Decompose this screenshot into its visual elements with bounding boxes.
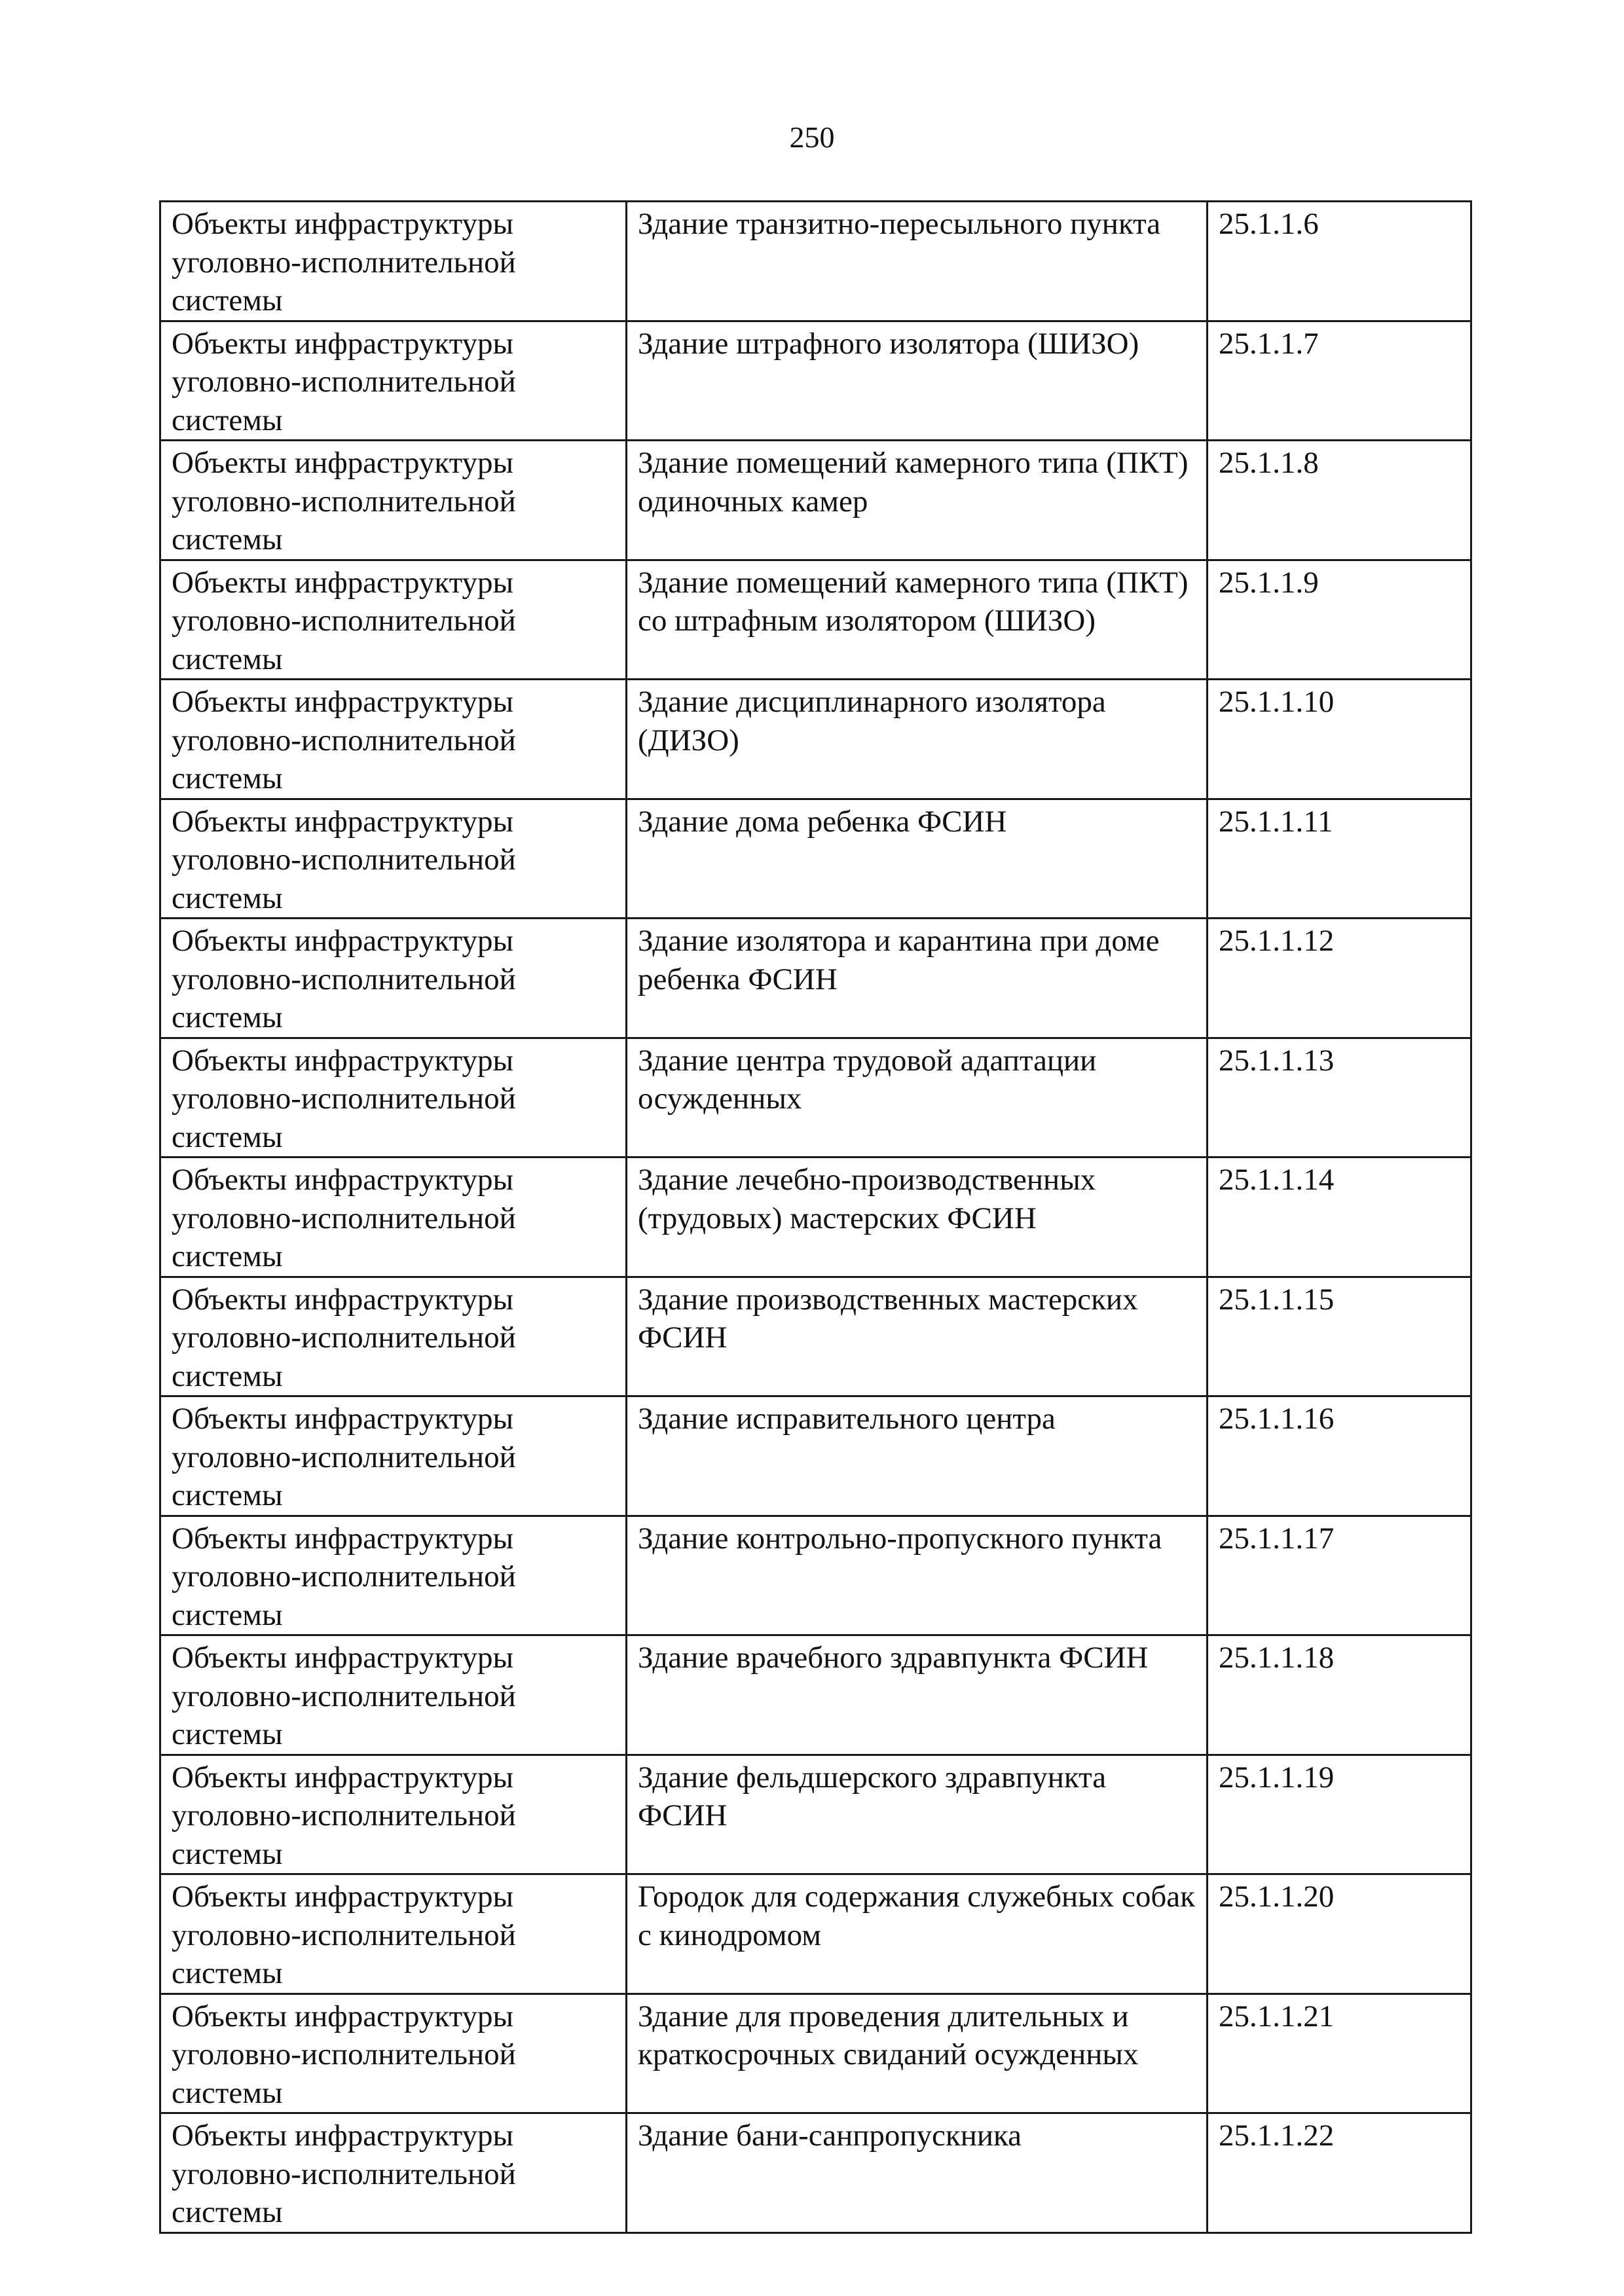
category-cell: Объекты инфраструктуры уголовно-исполнительной системы xyxy=(160,1516,627,1635)
table-row xyxy=(160,1038,1471,1157)
code-cell: 25.1.1.6 xyxy=(1208,202,1471,321)
table-row xyxy=(160,2113,1471,2233)
category-cell: Объекты инфраструктуры уголовно-исполнительной системы xyxy=(160,1157,627,1277)
table-row xyxy=(160,919,1471,1038)
category-cell: Объекты инфраструктуры уголовно-исполнительной системы xyxy=(160,1038,627,1157)
object-name-cell: Здание дома ребенка ФСИН xyxy=(627,799,1208,919)
table-row xyxy=(160,799,1471,919)
code-cell: 25.1.1.14 xyxy=(1208,1157,1471,1277)
table-row xyxy=(160,1516,1471,1635)
table-row xyxy=(160,321,1471,441)
object-name-cell: Здание помещений камерного типа (ПКТ) со штрафным изолятором (ШИЗО) xyxy=(627,560,1208,680)
registry-table-body xyxy=(160,202,1471,2233)
category-cell: Объекты инфраструктуры уголовно-исполнительной системы xyxy=(160,1396,627,1516)
category-cell: Объекты инфраструктуры уголовно-исполнительной системы xyxy=(160,202,627,321)
object-name-cell: Здание дисциплинарного изолятора (ДИЗО) xyxy=(627,680,1208,799)
object-name-cell: Здание бани-санпропускника xyxy=(627,2113,1208,2233)
category-cell: Объекты инфраструктуры уголовно-исполнительной системы xyxy=(160,1635,627,1755)
table-row xyxy=(160,1994,1471,2113)
code-cell: 25.1.1.16 xyxy=(1208,1396,1471,1516)
table-row xyxy=(160,1157,1471,1277)
object-name-cell: Здание штрафного изолятора (ШИЗО) xyxy=(627,321,1208,441)
category-cell: Объекты инфраструктуры уголовно-исполнительной системы xyxy=(160,1874,627,1994)
code-cell: 25.1.1.18 xyxy=(1208,1635,1471,1755)
table-row xyxy=(160,202,1471,321)
category-cell: Объекты инфраструктуры уголовно-исполнительной системы xyxy=(160,919,627,1038)
registry-table xyxy=(159,200,1472,2234)
object-name-cell: Здание врачебного здравпункта ФСИН xyxy=(627,1635,1208,1755)
table-row xyxy=(160,560,1471,680)
code-cell: 25.1.1.13 xyxy=(1208,1038,1471,1157)
code-cell: 25.1.1.8 xyxy=(1208,441,1471,560)
code-cell: 25.1.1.21 xyxy=(1208,1994,1471,2113)
category-cell: Объекты инфраструктуры уголовно-исполнительной системы xyxy=(160,799,627,919)
category-cell: Объекты инфраструктуры уголовно-исполнительной системы xyxy=(160,441,627,560)
object-name-cell: Здание изолятора и карантина при доме ребенка ФСИН xyxy=(627,919,1208,1038)
object-name-cell: Здание производственных мастерских ФСИН xyxy=(627,1277,1208,1396)
code-cell: 25.1.1.10 xyxy=(1208,680,1471,799)
object-name-cell: Здание фельдшерского здравпункта ФСИН xyxy=(627,1755,1208,1874)
category-cell: Объекты инфраструктуры уголовно-исполнительной системы xyxy=(160,321,627,441)
object-name-cell: Здание центра трудовой адаптации осужденных xyxy=(627,1038,1208,1157)
code-cell: 25.1.1.9 xyxy=(1208,560,1471,680)
code-cell: 25.1.1.11 xyxy=(1208,799,1471,919)
table-row xyxy=(160,1277,1471,1396)
object-name-cell: Здание транзитно-пересыльного пункта xyxy=(627,202,1208,321)
code-cell: 25.1.1.17 xyxy=(1208,1516,1471,1635)
code-cell: 25.1.1.20 xyxy=(1208,1874,1471,1994)
category-cell: Объекты инфраструктуры уголовно-исполнительной системы xyxy=(160,1755,627,1874)
code-cell: 25.1.1.7 xyxy=(1208,321,1471,441)
code-cell: 25.1.1.15 xyxy=(1208,1277,1471,1396)
object-name-cell: Здание для проведения длительных и краткосрочных свиданий осужденных xyxy=(627,1994,1208,2113)
category-cell: Объекты инфраструктуры уголовно-исполнительной системы xyxy=(160,1994,627,2113)
table-row xyxy=(160,1755,1471,1874)
object-name-cell: Здание лечебно-производственных (трудовых) мастерских ФСИН xyxy=(627,1157,1208,1277)
code-cell: 25.1.1.22 xyxy=(1208,2113,1471,2233)
object-name-cell: Городок для содержания служебных собак с кинодромом xyxy=(627,1874,1208,1994)
object-name-cell: Здание исправительного центра xyxy=(627,1396,1208,1516)
category-cell: Объекты инфраструктуры уголовно-исполнительной системы xyxy=(160,1277,627,1396)
category-cell: Объекты инфраструктуры уголовно-исполнительной системы xyxy=(160,680,627,799)
object-name-cell: Здание контрольно-пропускного пункта xyxy=(627,1516,1208,1635)
code-cell: 25.1.1.12 xyxy=(1208,919,1471,1038)
category-cell: Объекты инфраструктуры уголовно-исполнительной системы xyxy=(160,2113,627,2233)
category-cell: Объекты инфраструктуры уголовно-исполнительной системы xyxy=(160,560,627,680)
table-row xyxy=(160,1874,1471,1994)
table-row xyxy=(160,1396,1471,1516)
table-row xyxy=(160,680,1471,799)
page-number: 250 xyxy=(789,120,835,154)
table-row xyxy=(160,1635,1471,1755)
code-cell: 25.1.1.19 xyxy=(1208,1755,1471,1874)
table-row xyxy=(160,441,1471,560)
object-name-cell: Здание помещений камерного типа (ПКТ) одиночных камер xyxy=(627,441,1208,560)
